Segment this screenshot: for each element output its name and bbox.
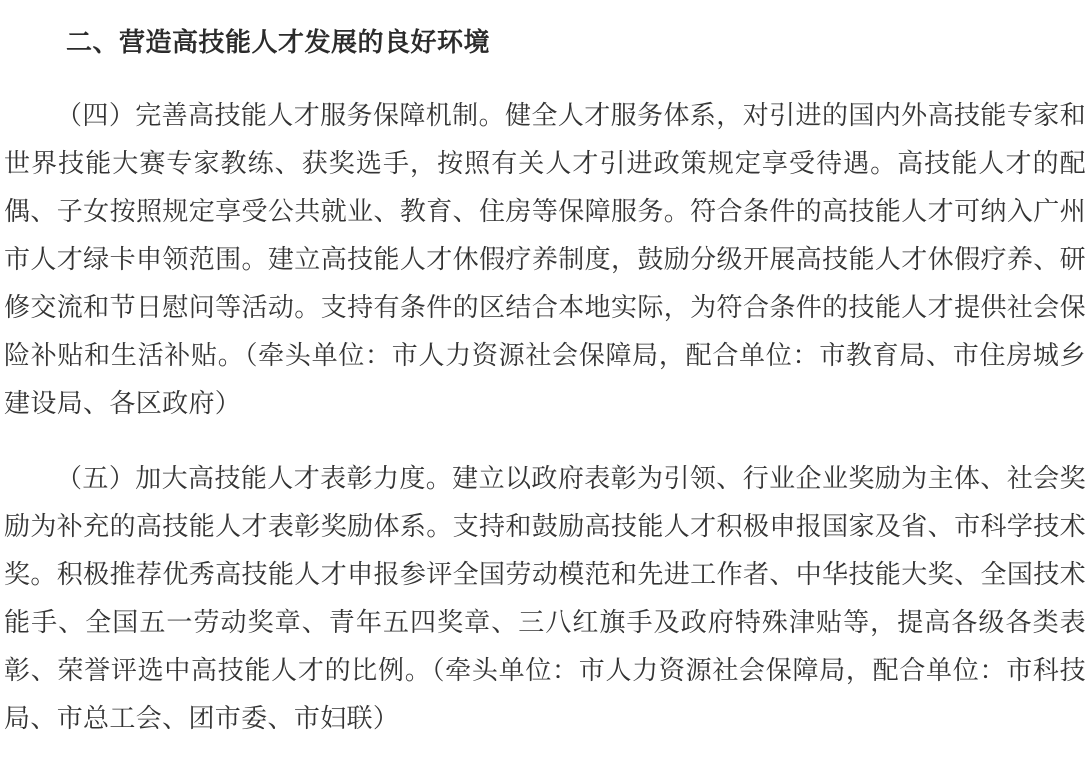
section-heading: 二、营造高技能人才发展的良好环境 <box>66 28 491 58</box>
paragraph-item-4: （四）完善高技能人才服务保障机制。健全人才服务体系，对引进的国内外高技能专家和世界技能大赛专家教练、获奖选手，按照有关人才引进政策规定享受待遇。高技能人才的配偶、子女按照规定享受公共就业、教育、住房等保障服务。符合条件的高技能人才可纳入广州市人才绿卡申领范围。建立高技能人才休假疗养制度，鼓励分级开展高技能人才休假疗养、研修交流和节日慰问等活动。支持有条件的区结合本地实际，为符合条件的技能人才提供社会保险补贴和生活补贴。（牵头单位：市人力资源社会保障局，配合单位：市教育局、市住房城乡建设局、各区政府） <box>4 101 1086 419</box>
paragraph-item-5: （五）加大高技能人才表彰力度。建立以政府表彰为引领、行业企业奖励为主体、社会奖励为补充的高技能人才表彰奖励体系。支持和鼓励高技能人才积极申报国家及省、市科学技术奖。积极推荐优秀高技能人才申报参评全国劳动模范和先进工作者、中华技能大奖、全国技术能手、全国五一劳动奖章、青年五四奖章、三八红旗手及政府特殊津贴等，提高各级各类表彰、荣誉评选中高技能人才的比例。（牵头单位：市人力资源社会保障局，配合单位：市科技局、市总工会、团市委、市妇联） <box>4 464 1086 734</box>
